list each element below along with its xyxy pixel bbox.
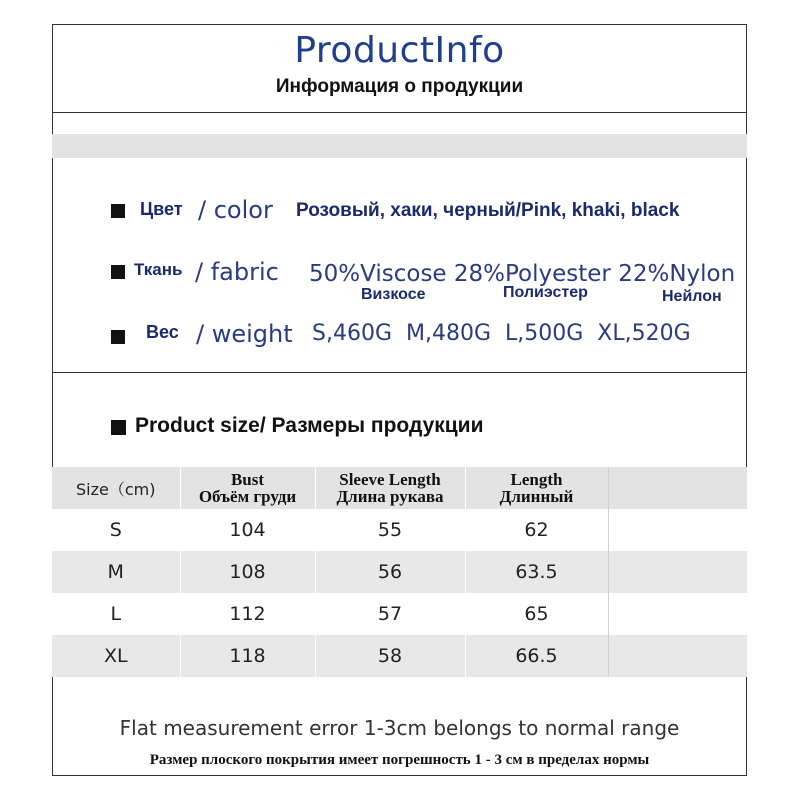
header-sleeve-en: Sleeve Length xyxy=(339,470,441,489)
header-sleeve-ru: Длина рукава xyxy=(336,487,444,506)
header-length xyxy=(465,467,608,509)
color-label-en: / color xyxy=(198,196,273,224)
cell-length: 66.5 xyxy=(465,635,608,677)
cell-empty xyxy=(608,593,747,635)
table-row xyxy=(52,509,747,551)
cell-length: 62 xyxy=(465,509,608,551)
weight-label-ru: Вес xyxy=(146,322,179,342)
cell-sleeve: 55 xyxy=(315,509,465,551)
footer-note-english: Flat measurement error 1-3cm belongs to normal range xyxy=(119,716,680,740)
header-size: Size（cm) xyxy=(52,467,180,509)
cell-bust: 112 xyxy=(180,593,315,635)
header-bust-ru: Объём груди xyxy=(198,487,297,506)
fabric-value: 50%Viscose 28%Polyester 22%Nylon xyxy=(309,261,736,287)
fabric-sub-polyester: Полиэстер xyxy=(503,284,588,301)
title-english: ProductInfo xyxy=(294,30,505,71)
header-bust-en: Bust xyxy=(230,470,265,489)
size-section-title: Product size/ Размеры продукции xyxy=(135,414,484,437)
header-empty xyxy=(608,467,747,509)
bullet-icon xyxy=(111,420,126,435)
footer-note-russian: Размер плоского покрытия имеет погрешность 1 - 3 см в пределах нормы xyxy=(149,752,650,768)
header-divider xyxy=(52,112,747,113)
header-bust xyxy=(180,467,315,509)
cell-length: 65 xyxy=(465,593,608,635)
cell-sleeve: 58 xyxy=(315,635,465,677)
fabric-sub-nylon: Нейлон xyxy=(662,288,722,305)
fabric-sub-viscose: Визкосе xyxy=(361,286,426,303)
cell-empty xyxy=(608,551,747,593)
table-row xyxy=(52,593,747,635)
header-length-ru: Длинный xyxy=(499,487,574,506)
bullet-icon xyxy=(111,204,125,218)
table-row xyxy=(52,635,747,677)
cell-sleeve: 56 xyxy=(315,551,465,593)
cell-sleeve: 57 xyxy=(315,593,465,635)
color-label-ru: Цвет xyxy=(140,199,183,219)
cell-size: XL xyxy=(52,635,180,677)
title-russian: Информация о продукции xyxy=(275,76,524,97)
bullet-icon xyxy=(111,330,125,344)
cell-bust: 104 xyxy=(180,509,315,551)
cell-size: L xyxy=(52,593,180,635)
header-length-en: Length xyxy=(510,470,563,489)
info-divider xyxy=(52,372,747,373)
cell-size: M xyxy=(52,551,180,593)
cell-empty xyxy=(608,635,747,677)
cell-size: S xyxy=(52,509,180,551)
cell-length: 63.5 xyxy=(465,551,608,593)
fabric-label-ru: Ткань xyxy=(134,260,183,279)
fabric-label-en: / fabric xyxy=(195,258,279,286)
cell-empty xyxy=(608,509,747,551)
gray-band xyxy=(52,134,747,158)
size-table xyxy=(52,467,748,677)
cell-bust: 118 xyxy=(180,635,315,677)
table-header-row xyxy=(52,467,747,509)
weight-label-en: / weight xyxy=(196,320,293,348)
header-sleeve xyxy=(315,467,465,509)
table-row xyxy=(52,551,747,593)
weight-value: S,460G M,480G L,500G XL,520G xyxy=(312,321,691,346)
color-value: Розовый, хаки, черный/Pink, khaki, black xyxy=(296,200,680,221)
bullet-icon xyxy=(111,265,125,279)
cell-bust: 108 xyxy=(180,551,315,593)
